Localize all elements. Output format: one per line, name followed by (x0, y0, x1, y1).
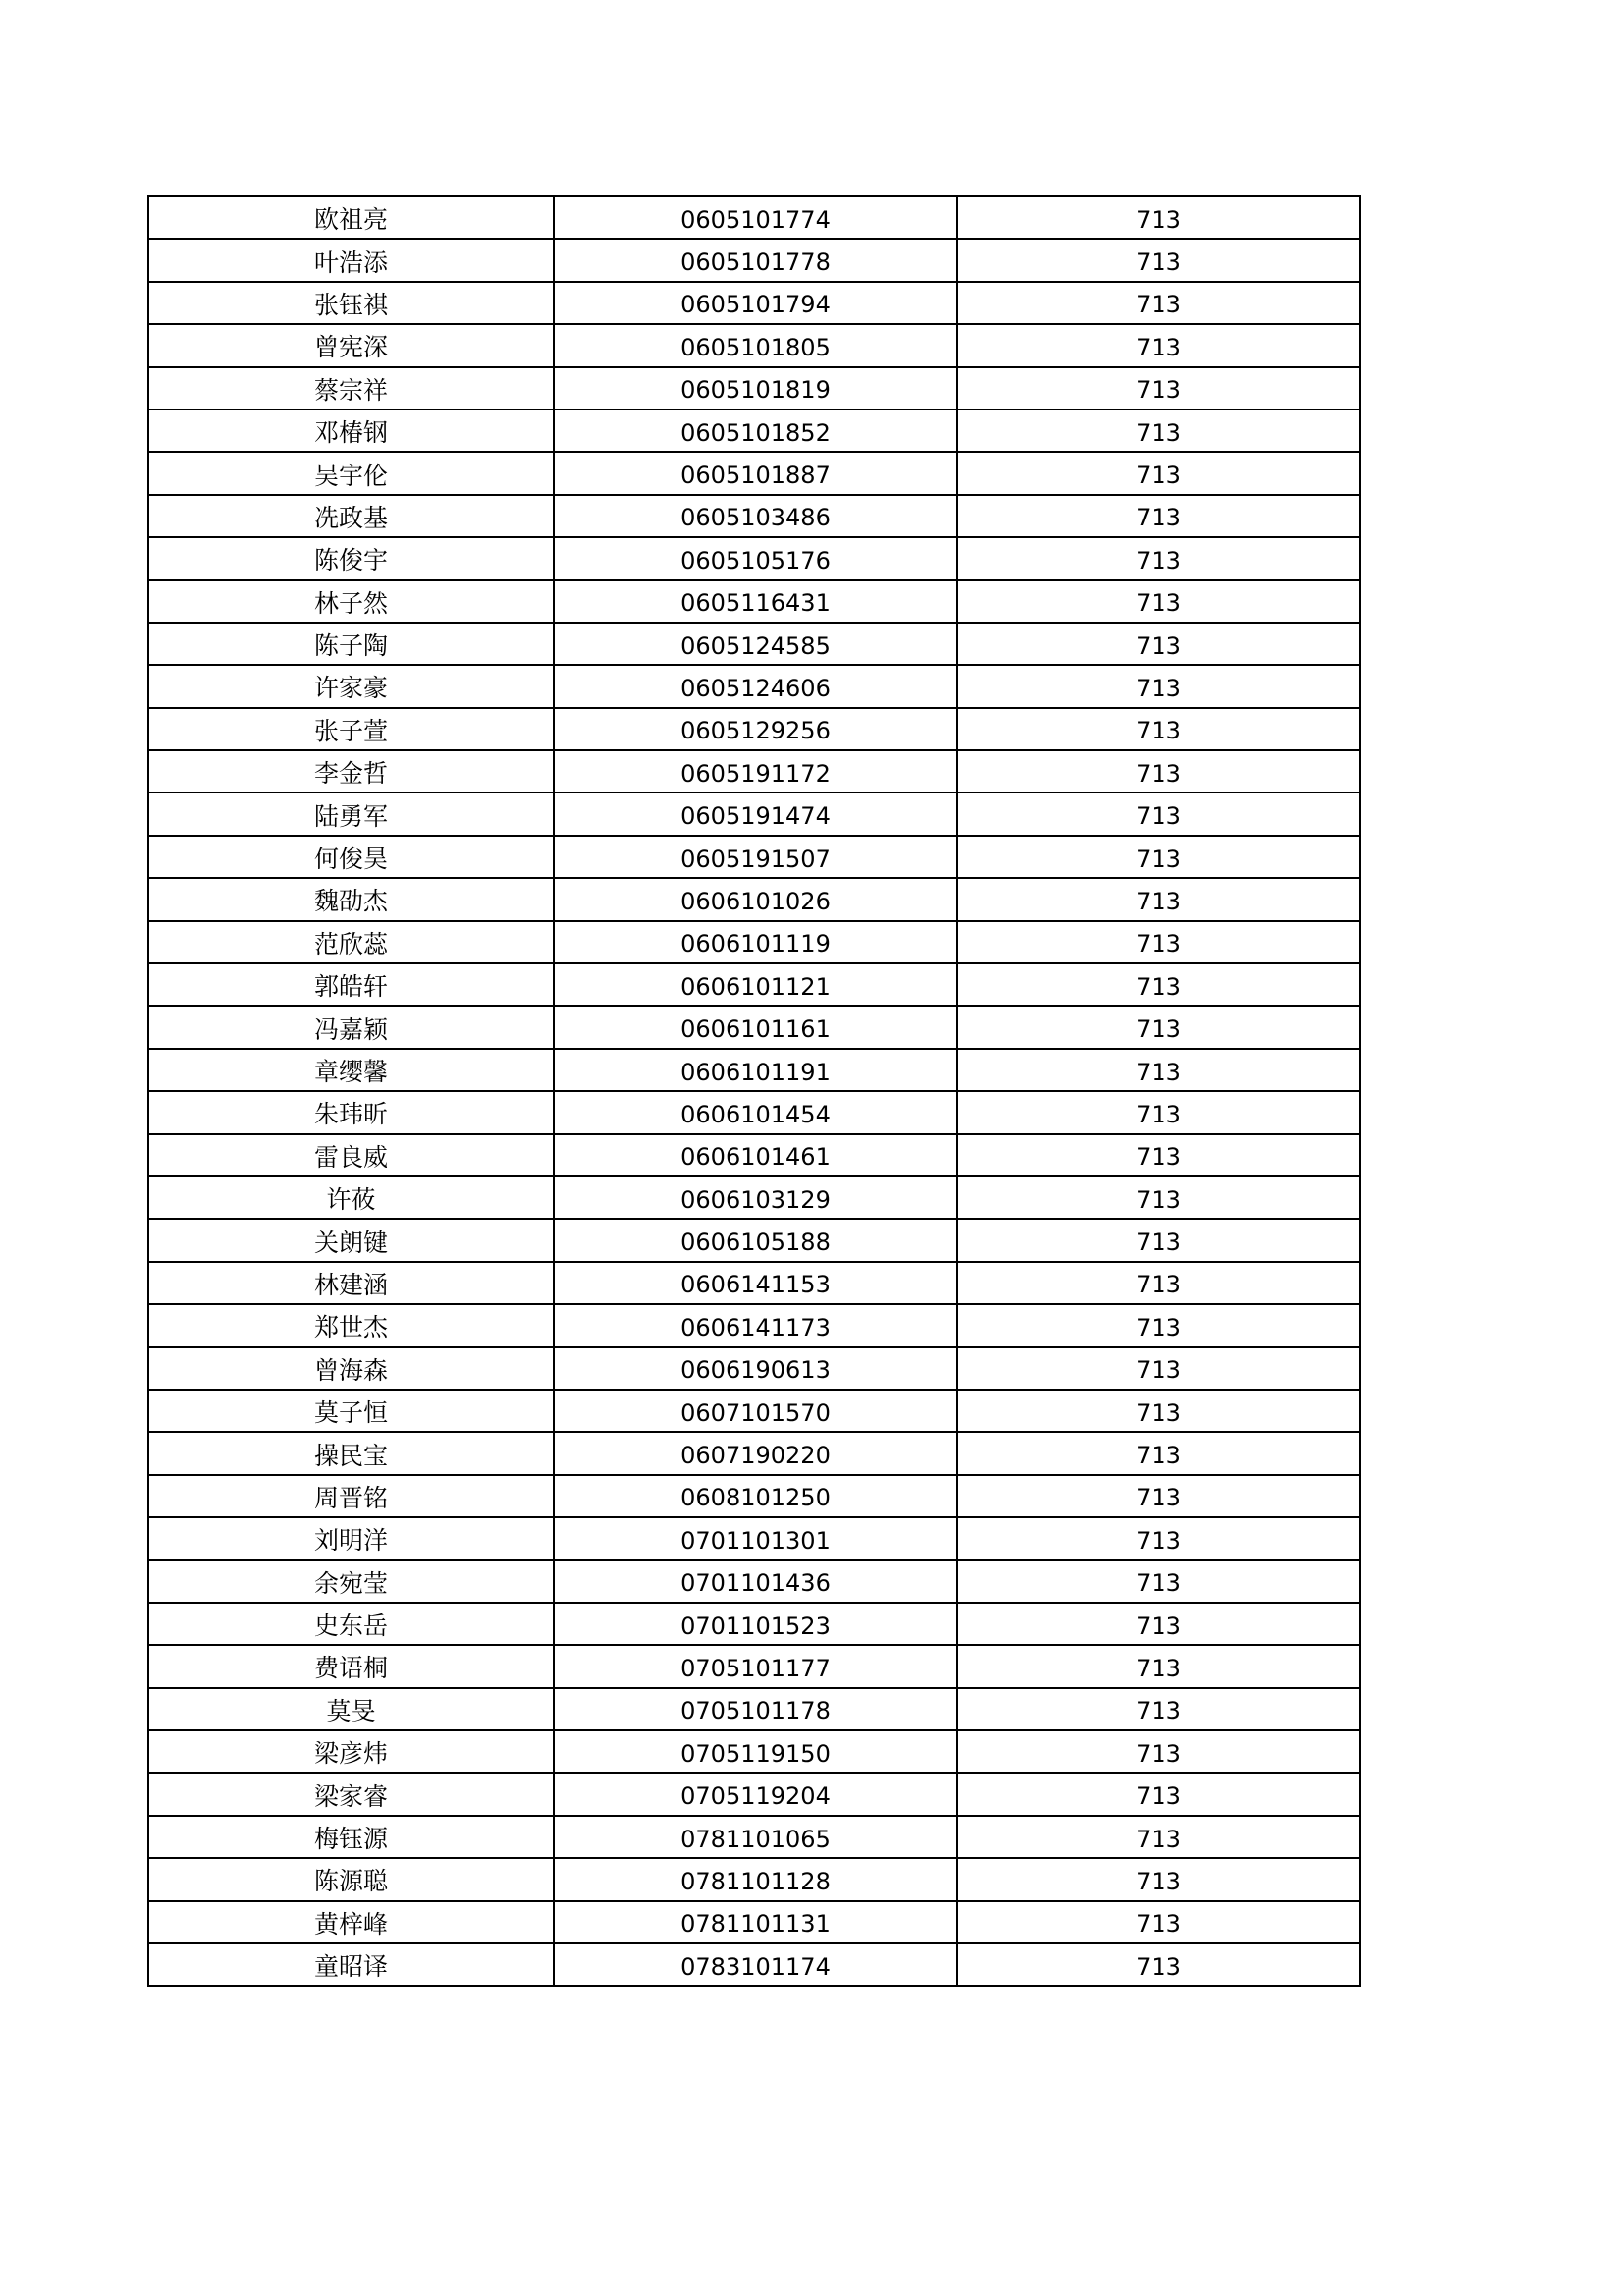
name-cell: 范欣蕊 (148, 921, 554, 963)
name-cell: 郑世杰 (148, 1304, 554, 1346)
table-row (148, 1390, 1360, 1432)
score-cell: 713 (957, 963, 1360, 1006)
table-row (148, 1560, 1360, 1603)
id-cell: 0701101436 (554, 1560, 957, 1603)
id-cell: 0605101794 (554, 282, 957, 324)
name-cell: 雷良威 (148, 1134, 554, 1176)
score-cell: 713 (957, 750, 1360, 793)
score-cell: 713 (957, 665, 1360, 707)
table-row (148, 1645, 1360, 1687)
score-cell: 713 (957, 1773, 1360, 1815)
id-cell: 0606190613 (554, 1347, 957, 1390)
score-cell: 713 (957, 1858, 1360, 1900)
name-cell: 童昭译 (148, 1943, 554, 1986)
id-cell: 0606101119 (554, 921, 957, 963)
table-row (148, 836, 1360, 878)
table-row (148, 537, 1360, 579)
score-cell: 713 (957, 878, 1360, 920)
score-cell: 713 (957, 1304, 1360, 1346)
score-cell: 713 (957, 623, 1360, 665)
table-row (148, 1049, 1360, 1091)
score-cell: 713 (957, 1688, 1360, 1730)
name-cell: 郭皓轩 (148, 963, 554, 1006)
id-cell: 0781101128 (554, 1858, 957, 1900)
id-cell: 0605103486 (554, 495, 957, 537)
name-cell: 许莜 (148, 1176, 554, 1219)
id-cell: 0606101191 (554, 1049, 957, 1091)
name-cell: 李金哲 (148, 750, 554, 793)
score-cell: 713 (957, 1645, 1360, 1687)
id-cell: 0606141153 (554, 1262, 957, 1304)
name-cell: 邓椿钢 (148, 410, 554, 452)
table-row (148, 1688, 1360, 1730)
score-cell: 713 (957, 1901, 1360, 1943)
name-cell: 章缨馨 (148, 1049, 554, 1091)
score-cell: 713 (957, 367, 1360, 410)
name-cell: 关朗键 (148, 1219, 554, 1261)
id-cell: 0781101065 (554, 1816, 957, 1858)
roster-table-body (148, 196, 1360, 1986)
score-cell: 713 (957, 1730, 1360, 1773)
table-row (148, 1262, 1360, 1304)
score-cell: 713 (957, 282, 1360, 324)
id-cell: 0605101774 (554, 196, 957, 239)
table-row (148, 1816, 1360, 1858)
id-cell: 0605191474 (554, 793, 957, 835)
table-row (148, 1603, 1360, 1645)
name-cell: 张子萱 (148, 708, 554, 750)
id-cell: 0605191507 (554, 836, 957, 878)
table-row (148, 580, 1360, 623)
table-row (148, 367, 1360, 410)
score-cell: 713 (957, 537, 1360, 579)
table-row (148, 410, 1360, 452)
id-cell: 0605124606 (554, 665, 957, 707)
table-row (148, 1901, 1360, 1943)
id-cell: 0605116431 (554, 580, 957, 623)
name-cell: 陈源聪 (148, 1858, 554, 1900)
name-cell: 朱玮昕 (148, 1091, 554, 1133)
name-cell: 陆勇军 (148, 793, 554, 835)
score-cell: 713 (957, 1603, 1360, 1645)
score-cell: 713 (957, 1006, 1360, 1048)
score-cell: 713 (957, 495, 1360, 537)
score-cell: 713 (957, 1390, 1360, 1432)
name-cell: 莫子恒 (148, 1390, 554, 1432)
name-cell: 陈子陶 (148, 623, 554, 665)
id-cell: 0605124585 (554, 623, 957, 665)
score-cell: 713 (957, 1262, 1360, 1304)
id-cell: 0605105176 (554, 537, 957, 579)
id-cell: 0606101026 (554, 878, 957, 920)
table-row (148, 239, 1360, 281)
id-cell: 0606101161 (554, 1006, 957, 1048)
table-row (148, 878, 1360, 920)
score-cell: 713 (957, 1176, 1360, 1219)
name-cell: 余宛莹 (148, 1560, 554, 1603)
score-cell: 713 (957, 921, 1360, 963)
id-cell: 0608101250 (554, 1475, 957, 1517)
id-cell: 0605101805 (554, 324, 957, 366)
table-row (148, 1006, 1360, 1048)
table-row (148, 1347, 1360, 1390)
name-cell: 曾海森 (148, 1347, 554, 1390)
score-cell: 713 (957, 1049, 1360, 1091)
name-cell: 史东岳 (148, 1603, 554, 1645)
score-cell: 713 (957, 1943, 1360, 1986)
name-cell: 梅钰源 (148, 1816, 554, 1858)
table-row (148, 495, 1360, 537)
name-cell: 刘明洋 (148, 1517, 554, 1559)
id-cell: 0705119150 (554, 1730, 957, 1773)
score-cell: 713 (957, 1517, 1360, 1559)
name-cell: 梁彦炜 (148, 1730, 554, 1773)
table-row (148, 1091, 1360, 1133)
score-cell: 713 (957, 580, 1360, 623)
id-cell: 0605191172 (554, 750, 957, 793)
id-cell: 0606141173 (554, 1304, 957, 1346)
name-cell: 林子然 (148, 580, 554, 623)
table-row (148, 1176, 1360, 1219)
name-cell: 蔡宗祥 (148, 367, 554, 410)
table-row (148, 324, 1360, 366)
id-cell: 0605101852 (554, 410, 957, 452)
table-row (148, 1475, 1360, 1517)
name-cell: 周晋铭 (148, 1475, 554, 1517)
name-cell: 曾宪深 (148, 324, 554, 366)
id-cell: 0607190220 (554, 1432, 957, 1474)
id-cell: 0701101523 (554, 1603, 957, 1645)
id-cell: 0705119204 (554, 1773, 957, 1815)
id-cell: 0607101570 (554, 1390, 957, 1432)
table-row (148, 708, 1360, 750)
id-cell: 0701101301 (554, 1517, 957, 1559)
score-cell: 713 (957, 1091, 1360, 1133)
id-cell: 0605101819 (554, 367, 957, 410)
score-cell: 713 (957, 196, 1360, 239)
score-cell: 713 (957, 1475, 1360, 1517)
id-cell: 0606105188 (554, 1219, 957, 1261)
score-cell: 713 (957, 1134, 1360, 1176)
name-cell: 梁家睿 (148, 1773, 554, 1815)
table-row (148, 623, 1360, 665)
id-cell: 0606101454 (554, 1091, 957, 1133)
name-cell: 费语桐 (148, 1645, 554, 1687)
name-cell: 冼政基 (148, 495, 554, 537)
table-row (148, 1858, 1360, 1900)
table-row (148, 1304, 1360, 1346)
table-row (148, 921, 1360, 963)
id-cell: 0605129256 (554, 708, 957, 750)
score-cell: 713 (957, 1219, 1360, 1261)
table-row (148, 1219, 1360, 1261)
name-cell: 林建涵 (148, 1262, 554, 1304)
score-cell: 713 (957, 324, 1360, 366)
id-cell: 0705101177 (554, 1645, 957, 1687)
score-cell: 713 (957, 1347, 1360, 1390)
name-cell: 陈俊宇 (148, 537, 554, 579)
table-row (148, 665, 1360, 707)
score-cell: 713 (957, 708, 1360, 750)
name-cell: 吴宇伦 (148, 452, 554, 494)
score-cell: 713 (957, 1432, 1360, 1474)
id-cell: 0783101174 (554, 1943, 957, 1986)
name-cell: 黄梓峰 (148, 1901, 554, 1943)
score-cell: 713 (957, 239, 1360, 281)
id-cell: 0605101778 (554, 239, 957, 281)
table-row (148, 750, 1360, 793)
table-row (148, 452, 1360, 494)
name-cell: 许家豪 (148, 665, 554, 707)
name-cell: 张钰祺 (148, 282, 554, 324)
table-row (148, 196, 1360, 239)
id-cell: 0705101178 (554, 1688, 957, 1730)
score-cell: 713 (957, 452, 1360, 494)
table-row (148, 793, 1360, 835)
score-cell: 713 (957, 1560, 1360, 1603)
table-row (148, 1134, 1360, 1176)
name-cell: 叶浩添 (148, 239, 554, 281)
table-row (148, 1517, 1360, 1559)
score-cell: 713 (957, 793, 1360, 835)
name-cell: 冯嘉颖 (148, 1006, 554, 1048)
name-cell: 操民宝 (148, 1432, 554, 1474)
id-cell: 0781101131 (554, 1901, 957, 1943)
id-cell: 0605101887 (554, 452, 957, 494)
name-cell: 魏劭杰 (148, 878, 554, 920)
score-cell: 713 (957, 1816, 1360, 1858)
id-cell: 0606103129 (554, 1176, 957, 1219)
name-cell: 莫旻 (148, 1688, 554, 1730)
id-cell: 0606101461 (554, 1134, 957, 1176)
table-row (148, 1943, 1360, 1986)
table-row (148, 282, 1360, 324)
table-row (148, 1773, 1360, 1815)
name-cell: 欧祖亮 (148, 196, 554, 239)
score-cell: 713 (957, 836, 1360, 878)
id-cell: 0606101121 (554, 963, 957, 1006)
table-row (148, 1730, 1360, 1773)
score-cell: 713 (957, 410, 1360, 452)
table-row (148, 963, 1360, 1006)
roster-table (147, 195, 1361, 1987)
name-cell: 何俊昊 (148, 836, 554, 878)
table-row (148, 1432, 1360, 1474)
